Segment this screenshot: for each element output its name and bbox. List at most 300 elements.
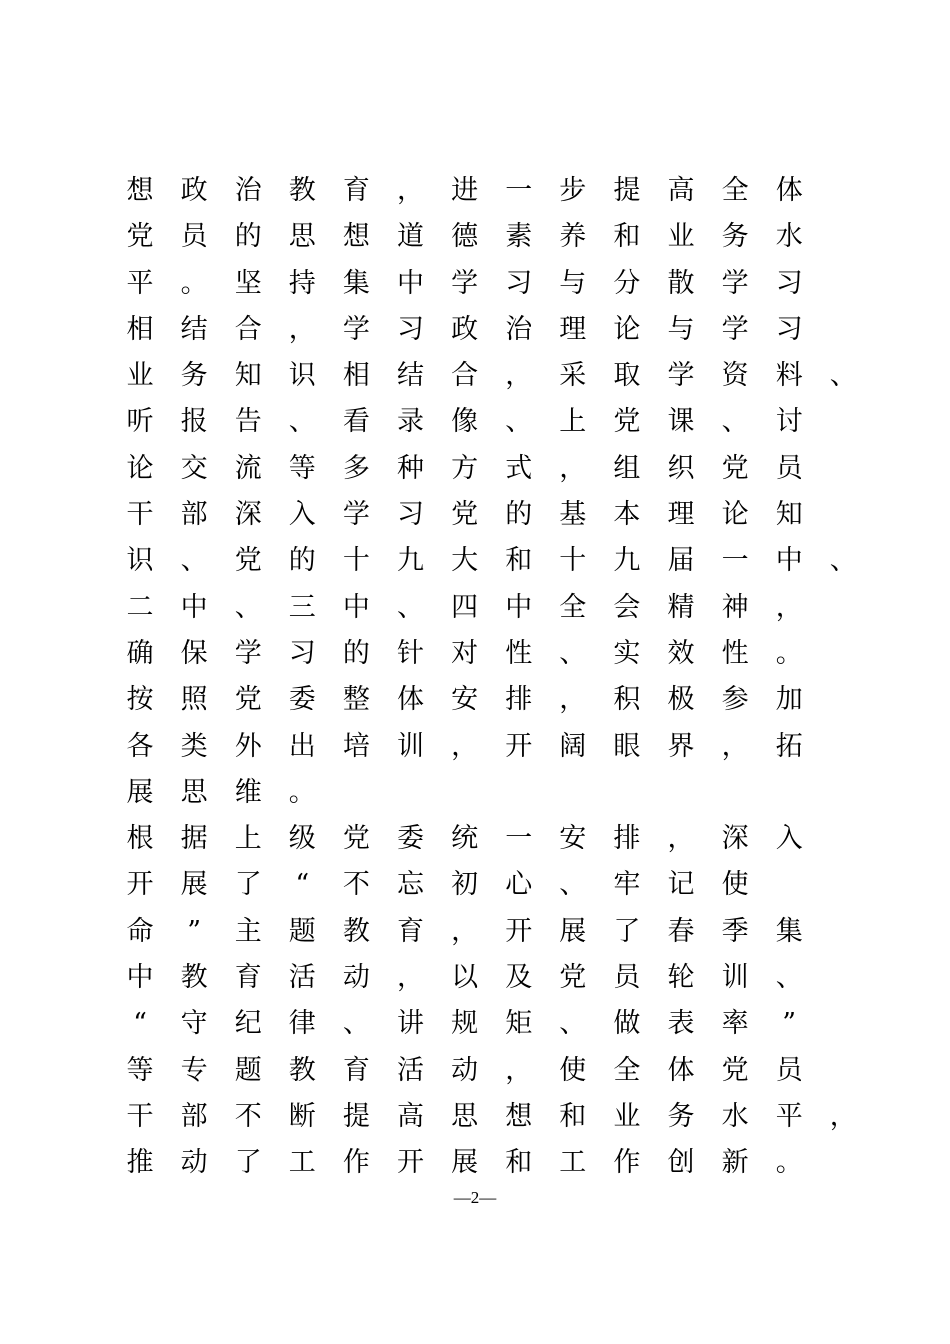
text-char: 道 <box>397 221 424 253</box>
text-char: ” <box>782 1008 797 1040</box>
text-char: 的 <box>342 637 370 669</box>
text-line <box>124 1140 914 1186</box>
text-char: 阔 <box>559 730 587 762</box>
text-char: 断 <box>288 1100 316 1132</box>
text-char: ， <box>775 591 803 623</box>
text-char: 等 <box>288 452 316 484</box>
text-char: 取 <box>613 360 641 392</box>
text-char: 思 <box>288 221 316 253</box>
text-char: 精 <box>667 591 695 623</box>
text-char: 级 <box>288 823 316 855</box>
text-char: 结 <box>180 313 208 345</box>
text-char: 整 <box>342 684 370 716</box>
text-line <box>124 862 914 908</box>
text-char: 界 <box>667 730 695 762</box>
text-char: 及 <box>505 962 533 994</box>
text-char: 忘 <box>397 869 424 901</box>
text-char: 相 <box>342 360 370 392</box>
text-char: 眼 <box>613 730 641 762</box>
text-char: 识 <box>126 545 154 577</box>
text-char: 政 <box>451 313 479 345</box>
text-char: 听 <box>126 406 154 438</box>
text-char: 出 <box>288 730 316 762</box>
text-char: 按 <box>126 684 154 716</box>
text-char: 合 <box>234 313 262 345</box>
text-char: 性 <box>505 637 533 669</box>
text-char: 告 <box>234 406 262 438</box>
text-char: 活 <box>397 1054 424 1086</box>
text-char: 全 <box>613 1054 641 1086</box>
text-char: 使 <box>721 869 749 901</box>
text-char: 体 <box>397 684 424 716</box>
text-char: 想 <box>126 175 154 206</box>
text-char: 效 <box>667 637 695 669</box>
text-char: 与 <box>559 267 587 299</box>
text-line <box>124 1048 914 1094</box>
text-char: 相 <box>126 313 154 345</box>
text-char: 提 <box>342 1100 370 1132</box>
text-char: 报 <box>180 406 208 438</box>
text-char: 教 <box>288 1054 316 1086</box>
text-char: 中 <box>180 591 208 623</box>
text-char: 学 <box>721 267 749 299</box>
text-char: 开 <box>505 730 533 762</box>
text-char: ， <box>559 684 587 716</box>
text-char: 干 <box>126 1100 154 1132</box>
text-char: 员 <box>613 962 641 994</box>
text-line <box>124 538 914 584</box>
text-char: 方 <box>451 452 479 484</box>
text-line <box>124 1001 914 1047</box>
text-char: 中 <box>775 545 803 577</box>
text-char: 轮 <box>667 962 695 994</box>
text-char: 课 <box>667 406 695 438</box>
text-char: 知 <box>234 360 262 392</box>
text-char: 坚 <box>234 267 262 299</box>
text-char: 一 <box>505 175 533 206</box>
text-char: 中 <box>342 591 370 623</box>
text-char: 素 <box>505 221 533 253</box>
text-char: 照 <box>180 684 208 716</box>
text-char: 做 <box>613 1008 641 1040</box>
text-char: 的 <box>288 545 316 577</box>
text-char: 了 <box>613 915 641 947</box>
text-char: 学 <box>667 360 695 392</box>
text-char: 党 <box>234 545 262 577</box>
text-char: 平 <box>126 267 154 299</box>
text-char: 新 <box>721 1147 749 1179</box>
text-char: 高 <box>667 175 695 206</box>
text-line <box>124 585 914 631</box>
text-char: 党 <box>126 221 154 253</box>
text-char: 党 <box>342 823 370 855</box>
text-char: 牢 <box>613 869 641 901</box>
text-char: 展 <box>451 1147 479 1179</box>
text-line <box>124 307 914 353</box>
text-char: 、 <box>829 545 857 577</box>
text-char: 了 <box>234 869 262 901</box>
text-char: 全 <box>721 175 749 206</box>
text-char: 、 <box>559 637 587 669</box>
text-char: 交 <box>180 452 208 484</box>
text-char: 想 <box>342 221 370 253</box>
text-char: 习 <box>288 637 316 669</box>
text-char: 进 <box>451 175 479 206</box>
text-char: 资 <box>721 360 749 392</box>
text-char: 、 <box>721 406 749 438</box>
text-char: 创 <box>667 1147 695 1179</box>
text-char: 想 <box>505 1100 533 1132</box>
text-char: 对 <box>451 637 479 669</box>
text-char: 各 <box>126 730 154 762</box>
text-char: 命 <box>126 915 154 947</box>
text-char: ， <box>451 915 479 947</box>
text-char: 心 <box>505 869 533 901</box>
text-char: 学 <box>234 637 262 669</box>
text-line <box>124 261 914 307</box>
text-char: “ <box>133 1008 147 1040</box>
text-char: 识 <box>288 360 316 392</box>
text-line <box>124 677 914 723</box>
text-char: 分 <box>613 267 641 299</box>
text-line <box>124 353 914 399</box>
text-char: 务 <box>667 1100 695 1132</box>
text-char: 。 <box>775 1147 803 1179</box>
text-char: 深 <box>721 823 749 855</box>
text-char: 高 <box>397 1100 424 1132</box>
text-char: 集 <box>775 915 803 947</box>
text-char: 届 <box>667 545 695 577</box>
text-char: 春 <box>667 915 695 947</box>
text-char: 养 <box>559 221 587 253</box>
text-line <box>124 816 914 862</box>
text-char: 季 <box>721 915 749 947</box>
text-char: 深 <box>234 499 262 531</box>
text-char: 以 <box>451 962 479 994</box>
text-char: 排 <box>505 684 533 716</box>
text-char: 教 <box>288 175 316 206</box>
text-char: 像 <box>451 406 479 438</box>
text-char: 理 <box>667 499 695 531</box>
text-char: 题 <box>288 915 316 947</box>
text-char: 实 <box>613 637 641 669</box>
text-char: 作 <box>613 1147 641 1179</box>
text-line <box>124 446 914 492</box>
text-char: 中 <box>505 591 533 623</box>
text-char: 推 <box>126 1147 154 1179</box>
text-char: 织 <box>667 452 695 484</box>
text-char: 全 <box>559 591 587 623</box>
page-number: —2— <box>453 1188 497 1207</box>
text-line <box>124 399 914 445</box>
text-char: 大 <box>451 545 479 577</box>
text-char: 、 <box>342 1008 370 1040</box>
text-char: 开 <box>505 915 533 947</box>
text-line <box>124 1094 914 1140</box>
text-char: 合 <box>451 360 479 392</box>
text-char: 展 <box>559 915 587 947</box>
text-line <box>124 168 914 214</box>
text-char: 散 <box>667 267 695 299</box>
text-char: 训 <box>721 962 749 994</box>
text-char: 安 <box>559 823 587 855</box>
text-char: 开 <box>126 869 154 901</box>
text-char: 。 <box>288 776 316 808</box>
text-char: ， <box>288 313 316 345</box>
text-char: 的 <box>234 221 262 253</box>
text-line <box>124 770 914 816</box>
text-char: 工 <box>559 1147 587 1179</box>
text-char: 治 <box>505 313 533 345</box>
text-char: 律 <box>288 1008 316 1040</box>
text-char: 提 <box>613 175 641 206</box>
text-char: 统 <box>451 823 479 855</box>
text-char: 育 <box>342 175 370 206</box>
text-char: 矩 <box>505 1008 533 1040</box>
text-char: 平 <box>775 1100 803 1132</box>
text-char: 流 <box>234 452 262 484</box>
text-char: 拓 <box>775 730 803 762</box>
text-char: 业 <box>126 360 154 392</box>
text-char: 、 <box>397 591 424 623</box>
text-char: ， <box>505 360 533 392</box>
text-line <box>124 955 914 1001</box>
text-char: 体 <box>775 175 803 206</box>
text-char: 根 <box>126 823 154 855</box>
text-char: 水 <box>721 1100 749 1132</box>
text-char: ， <box>505 1054 533 1086</box>
text-char: 习 <box>775 267 803 299</box>
text-char: 四 <box>451 591 479 623</box>
text-char: 一 <box>505 823 533 855</box>
text-char: 员 <box>775 1054 803 1086</box>
text-char: 和 <box>505 545 533 577</box>
text-char: ” <box>187 915 201 947</box>
text-char: 的 <box>505 499 533 531</box>
text-char: ， <box>829 1100 857 1132</box>
text-char: 安 <box>451 684 479 716</box>
text-char: 九 <box>613 545 641 577</box>
text-char: 、 <box>180 545 208 577</box>
text-char: 三 <box>288 591 316 623</box>
text-char: 和 <box>613 221 641 253</box>
text-char: 外 <box>234 730 262 762</box>
text-char: 学 <box>342 313 370 345</box>
text-char: 专 <box>180 1054 208 1086</box>
text-char: 论 <box>613 313 641 345</box>
text-char: 、 <box>288 406 316 438</box>
text-char: 规 <box>451 1008 479 1040</box>
text-char: 纪 <box>234 1008 262 1040</box>
text-char: 题 <box>234 1054 262 1086</box>
text-char: 。 <box>775 637 803 669</box>
text-char: 开 <box>397 1147 424 1179</box>
text-char: ， <box>667 823 695 855</box>
text-char: 党 <box>613 406 641 438</box>
text-char: 论 <box>721 499 749 531</box>
text-char: 、 <box>505 406 533 438</box>
text-char: 采 <box>559 360 587 392</box>
text-char: 和 <box>559 1100 587 1132</box>
text-char: 了 <box>234 1147 262 1179</box>
text-char: 九 <box>397 545 424 577</box>
text-char: 中 <box>126 962 154 994</box>
text-char: 结 <box>397 360 424 392</box>
text-char: 务 <box>180 360 208 392</box>
body-text <box>124 168 914 1187</box>
text-char: 守 <box>180 1008 208 1040</box>
text-char: 论 <box>126 452 154 484</box>
text-char: 育 <box>234 962 262 994</box>
text-char: 入 <box>288 499 316 531</box>
text-char: 集 <box>342 267 370 299</box>
text-char: 习 <box>505 267 533 299</box>
text-char: 保 <box>180 637 208 669</box>
text-char: 业 <box>667 221 695 253</box>
text-char: 委 <box>397 823 424 855</box>
text-char: 学 <box>721 313 749 345</box>
text-char: 活 <box>288 962 316 994</box>
text-char: 干 <box>126 499 154 531</box>
text-char: 、 <box>829 360 857 392</box>
text-char: 、 <box>234 591 262 623</box>
text-char: 知 <box>775 499 803 531</box>
text-char: 式 <box>505 452 533 484</box>
text-char: 教 <box>180 962 208 994</box>
text-char: 思 <box>451 1100 479 1132</box>
text-char: 展 <box>180 869 208 901</box>
text-char: 会 <box>613 591 641 623</box>
text-char: 理 <box>559 313 587 345</box>
text-char: “ <box>295 869 310 901</box>
text-char: 排 <box>613 823 641 855</box>
text-char: 培 <box>342 730 370 762</box>
text-char: 步 <box>559 175 587 206</box>
text-char: 率 <box>721 1008 749 1040</box>
text-char: 上 <box>234 823 262 855</box>
text-char: 初 <box>451 869 479 901</box>
text-char: 党 <box>721 452 749 484</box>
text-char: 确 <box>126 637 154 669</box>
text-char: 育 <box>397 915 424 947</box>
text-char: 类 <box>180 730 208 762</box>
text-char: 、 <box>775 962 803 994</box>
text-char: 水 <box>775 221 803 253</box>
text-char: 育 <box>342 1054 370 1086</box>
text-char: 等 <box>126 1054 154 1086</box>
text-char: 动 <box>180 1147 208 1179</box>
text-char: 委 <box>288 684 316 716</box>
text-char: 与 <box>667 313 695 345</box>
text-char: ， <box>397 962 424 994</box>
text-char: ， <box>397 175 424 206</box>
text-char: 录 <box>397 406 424 438</box>
text-char: 持 <box>288 267 316 299</box>
text-char: 习 <box>397 313 424 345</box>
text-char: 体 <box>667 1054 695 1086</box>
text-char: 党 <box>234 684 262 716</box>
text-char: 学 <box>342 499 370 531</box>
text-char: 训 <box>397 730 424 762</box>
text-char: 治 <box>234 175 262 206</box>
text-char: 动 <box>342 962 370 994</box>
text-char: 。 <box>180 267 208 299</box>
text-char: 政 <box>180 175 208 206</box>
text-char: 部 <box>180 1100 208 1132</box>
text-line <box>124 909 914 955</box>
text-char: 极 <box>667 684 695 716</box>
text-char: 针 <box>397 637 424 669</box>
text-char: 记 <box>667 869 695 901</box>
text-char: 看 <box>342 406 370 438</box>
text-char: 工 <box>288 1147 316 1179</box>
text-char: 神 <box>721 591 749 623</box>
text-line <box>124 214 914 260</box>
text-char: 十 <box>559 545 587 577</box>
text-char: 务 <box>721 221 749 253</box>
text-char: 和 <box>505 1147 533 1179</box>
text-char: 、 <box>559 869 587 901</box>
text-char: 展 <box>126 776 154 808</box>
text-char: 组 <box>613 452 641 484</box>
text-char: 习 <box>775 313 803 345</box>
text-char: 部 <box>180 499 208 531</box>
text-char: 性 <box>721 637 749 669</box>
text-char: 习 <box>397 499 424 531</box>
text-line <box>124 724 914 770</box>
text-char: 作 <box>342 1147 370 1179</box>
text-char: 一 <box>721 545 749 577</box>
text-char: 据 <box>180 823 208 855</box>
text-char: 讲 <box>397 1008 424 1040</box>
text-char: 员 <box>180 221 208 253</box>
text-char: 不 <box>342 869 370 901</box>
text-char: 种 <box>397 452 424 484</box>
text-char: ， <box>451 730 479 762</box>
text-char: 上 <box>559 406 587 438</box>
text-char: 积 <box>613 684 641 716</box>
text-char: 、 <box>559 1008 587 1040</box>
text-char: 不 <box>234 1100 262 1132</box>
text-char: 教 <box>342 915 370 947</box>
text-char: 中 <box>397 267 424 299</box>
text-char: 员 <box>775 452 803 484</box>
text-char: ， <box>559 452 587 484</box>
text-char: 料 <box>775 360 803 392</box>
text-char: 党 <box>559 962 587 994</box>
text-char: 党 <box>721 1054 749 1086</box>
text-char: 表 <box>667 1008 695 1040</box>
text-char: 党 <box>451 499 479 531</box>
text-char: 主 <box>234 915 262 947</box>
text-char: 参 <box>721 684 749 716</box>
text-char: 多 <box>342 452 370 484</box>
text-char: 业 <box>613 1100 641 1132</box>
text-char: 思 <box>180 776 208 808</box>
text-char: 二 <box>126 591 154 623</box>
text-char: 十 <box>342 545 370 577</box>
text-line <box>124 631 914 677</box>
text-char: 本 <box>613 499 641 531</box>
text-char: 学 <box>451 267 479 299</box>
text-char: 使 <box>559 1054 587 1086</box>
text-char: 入 <box>775 823 803 855</box>
text-char: 讨 <box>775 406 803 438</box>
text-char: 基 <box>559 499 587 531</box>
text-char: 动 <box>451 1054 479 1086</box>
text-char: ， <box>721 730 749 762</box>
text-char: 维 <box>234 776 262 808</box>
